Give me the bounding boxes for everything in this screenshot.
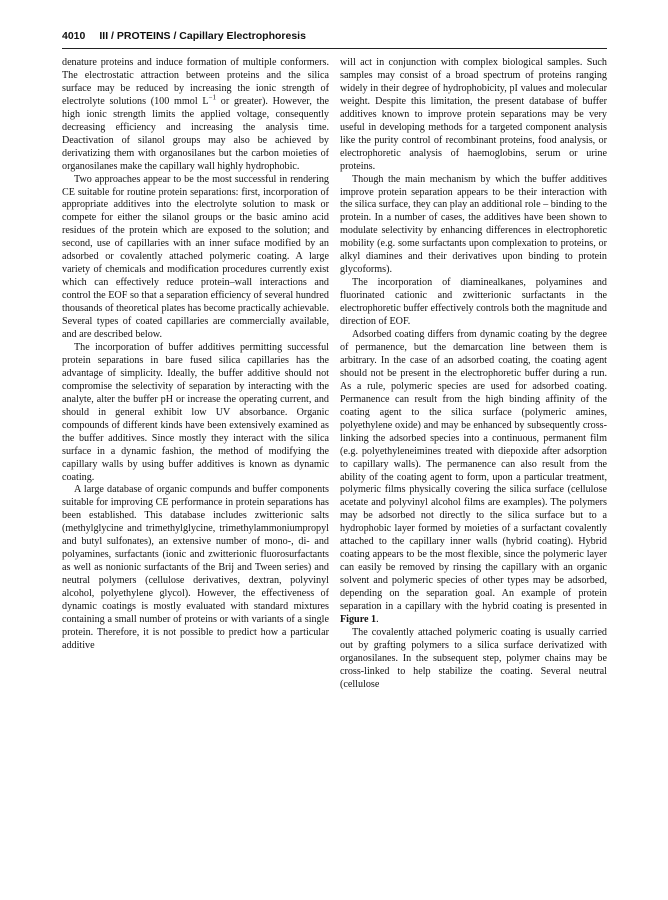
right-column bbox=[340, 57, 607, 877]
page-number: 4010 bbox=[62, 30, 86, 42]
text-span: . bbox=[376, 613, 379, 625]
paragraph: The incorporation of buffer additives permitting successful protein separations in bare fused silica capillaries has the advantage of simplicity. Ideally, the buffer additive should not compromise the selectivity of separation by interacting with the analyte, alter the buffer pH or increase the operating current, and should in general exhibit low UV absorbance. Organic compounds of different kinds have been extensively examined as the buffer additives. Since mostly they interact with the silica surface in a dynamic fashion, the method of modifying the capillary walls by using buffer additives is known as dynamic coating. bbox=[62, 341, 329, 483]
superscript: −1 bbox=[208, 93, 217, 102]
left-column bbox=[62, 57, 329, 877]
paragraph: Two approaches appear to be the most successful in rendering CE suitable for routine protein separations: first, incorporation of appropriate additives into the electrolyte solution to mask or compete for either the silanol groups or the basic amino acid residues of the protein which are exposed to the solution; and second, use of capillaries with an inner suface modified by an adsorbed or covalently attached polymeric coating. A large variety of chemicals and modification procedures currently exist which can effectively reduce protein–wall interactions and control the EOF so that a separation efficiency of several hundred thousands of theoretical plates has become practically achievable. Several types of coated capillaries are commercially available, and are described below. bbox=[62, 173, 329, 341]
paragraph: Though the main mechanism by which the buffer additives improve protein separation appears to be their interaction with the silica surface, they can play an additional role – binding to the protein. In a number of cases, the additives have been shown to modulate selectivity by enhancing differences in electrophoretic mobility (e.g. some surfactants upon complexation to proteins, or alkyl diamines and their derivatives upon binding to protein glycoforms). bbox=[340, 173, 607, 276]
text-span: Adsorbed coating differs from dynamic coating by the degree of permanence, but the demarcation line between them is arbitrary. In the case of an adsorbed coating, the coating agent should not be present in the electrophoretic buffer during a run. As a rule, polymeric species are used for adsorbed coating. Permanence can result from the high binding affinity of the coating agent to the silica surface (polymeric amines, polyethylene oxide) and may be enhanced by subsequently cross-linking the adsorbed species into a continuous, permanent film (e.g. polyethyleneimines treated with diepoxide after adsorption to capillary walls). The permanence can also result from the ability of the coating agent to form, upon a particular treatment, polymeric films physically covering the silica surface (cellulose acetate and polyvinyl alcohol films are examples). The polymers may be adsorbed not directly to the silica surface but to a hydrophobic layer formed by moieties of a surfactant covalently attached to the capillary inner walls (hybrid coating). Hybrid coating appears to be the most flexible, since the polymeric layer can easily be removed by rinsing the capillary with an organic solvent and polymeric species of other types may be adsorbed, depending on the separation goal. An example of protein separation in a capillary with the hybrid coating is presented in bbox=[340, 329, 607, 613]
paragraph: A large database of organic compunds and buffer components suitable for improving CE performance in protein separations has been established. This database includes zwitterionic salts (methylglycine and trimethylglycine, trimethylammoniumpropyl and butyl sulfonates), an extensive number of mono-, di- and polyamines, surfactants (ionic and zwitterionic fluorosurfactants as well as nonionic surfactants of the Brij and Tween series) and neutral polymers (cellulose derivatives, dextran, polyvinyl alcohol, polyethylene glycol). However, the effectiveness of dynamic coatings is mostly evaluated with standard mixtures containing a small number of proteins or with variants of a single protein. Therefore, it is not possible to predict how a particular additive bbox=[62, 484, 329, 651]
running-header bbox=[62, 30, 607, 46]
text-span: or greater). However, the high ionic strength limits the applied voltage, consequently decreasing efficiency and increasing the analysis time. Deactivation of silanol groups may also be achieved by derivatizing them with organosilanes but the carbon moieties of organosilanes make the capillary wall highly hydrophobic. bbox=[62, 95, 329, 172]
header-rule bbox=[62, 48, 607, 49]
running-title: III / PROTEINS / Capillary Electrophoresis bbox=[99, 30, 306, 42]
paragraph bbox=[340, 329, 607, 627]
paragraph: The incorporation of diaminealkanes, polyamines and fluorinated cationic and zwitterionic surfactants in the electrophoretic buffer effectively controls both the magnitude and direction of EOF. bbox=[340, 277, 607, 328]
figure-reference[interactable]: Figure 1 bbox=[340, 613, 377, 625]
text-span: denature proteins and induce formation of multiple conformers. The electrostatic attraction between proteins and the silica surface may be reduced by increasing the ionic strength of electrolyte solutions (100 mmol L bbox=[62, 57, 329, 107]
paragraph: will act in conjunction with complex biological samples. Such samples may consist of a broad spectrum of proteins ranging widely in their degree of hydrophobicity, pI values and molecular weight. Despite this limitation, the present database of buffer additives known to improve protein separations may be very useful in developing methods for a targeted component analysis like the purity control of recombinant proteins, food analysis, or electrophoretic analysis of haemoglobins, serum or urine proteins. bbox=[340, 57, 607, 172]
paragraph bbox=[62, 57, 329, 174]
paragraph: The covalently attached polymeric coating is usually carried out by grafting polymers to a silica surface derivatized with organosilanes. In the subsequent step, polymer chains may be cross-linked to help stabilize the coating. Several neutral (cellulose bbox=[340, 626, 607, 690]
